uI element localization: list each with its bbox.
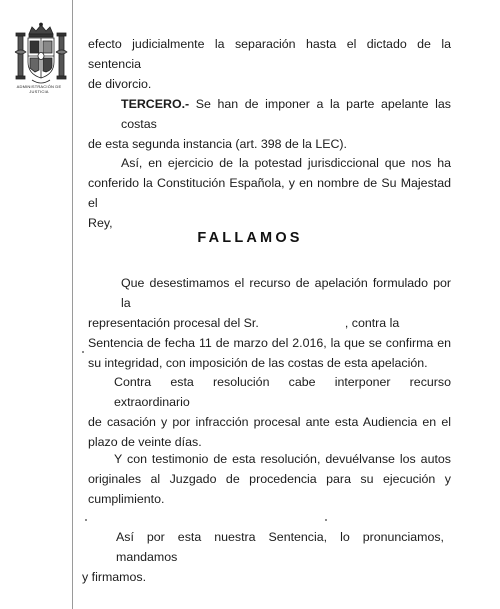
margin-rule (72, 0, 73, 609)
text-line: de esta segunda instancia (art. 398 de la LEC). (88, 137, 347, 151)
text-line: efecto judicialmente la separación hasta el dictado de la sentencia (88, 37, 451, 71)
text-line: de divorcio. (88, 77, 152, 91)
text-line: Contra esta resolución cabe interponer recurso extraordinario (114, 375, 451, 409)
crest-caption: ADMINISTRACIÓN DE JUSTICIA (16, 84, 62, 94)
section-label: TERCERO.- (121, 97, 190, 111)
text-line: plazo de veinte días. (88, 435, 202, 449)
paragraph-jurisdiction (88, 153, 451, 233)
text-line: Así, en ejercicio de la potestad jurisdiccional que nos ha (121, 156, 451, 170)
paragraph-testimony (88, 449, 451, 509)
paragraph-separation (88, 34, 451, 94)
scan-speck (325, 519, 327, 521)
text-line: su integridad, con imposición de las costas de esta apelación. (88, 356, 428, 370)
text-line: Así por esta nuestra Sentencia, lo pronunciamos, mandamos (116, 530, 444, 564)
text-line: representación procesal del Sr. , contra la (88, 316, 400, 330)
coat-of-arms-icon (12, 22, 70, 92)
ruling-heading: FALLAMOS (197, 230, 303, 246)
paragraph-ruling (88, 273, 451, 373)
text-line: Y con testimonio de esta resolución, devuélvanse los autos (114, 452, 451, 466)
text-line: Rey, (88, 216, 113, 230)
text-line: cumplimiento. (88, 492, 165, 506)
paragraph-tercero (88, 94, 451, 154)
text-line: originales al Juzgado de procedencia para su ejecución y (88, 472, 451, 486)
text-line: conferido la Constitución Española, y en nombre de Su Majestad el (88, 176, 451, 210)
text-line: Sentencia de fecha 11 de marzo del 2.016, la que se confirma en (88, 336, 451, 350)
text-line: de casación y por infracción procesal ante esta Audiencia en el (88, 415, 451, 429)
paragraph-appeal (88, 372, 451, 452)
scan-speck (85, 519, 87, 521)
paragraph-signature (82, 527, 444, 587)
text-line: Que desestimamos el recurso de apelación formulado por la (121, 276, 451, 310)
scan-speck (82, 351, 84, 353)
text-line: TERCERO.- Se han de imponer a la parte apelante las costas (121, 97, 451, 131)
text-line: y firmamos. (82, 570, 147, 584)
